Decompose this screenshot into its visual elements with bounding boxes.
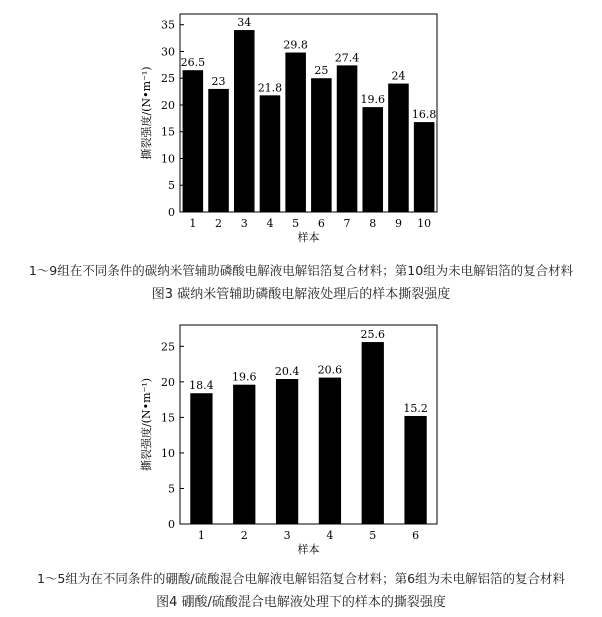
chart3-y-tick-label: 30 [161,45,175,59]
chart4-data-label-6: 15.2 [403,401,428,415]
chart4-x-axis-title: 样本 [297,543,320,556]
chart4-x-tick-label: 4 [326,529,334,542]
chart4-bar-1 [190,393,212,524]
chart3-data-label-6: 25 [314,64,329,78]
chart3-x-tick-label: 9 [394,217,402,230]
chart4-data-label-3: 20.4 [274,365,300,379]
chart4-data-label-4: 20.6 [317,363,343,377]
chart3-x-tick-label: 1 [189,217,197,230]
chart4-data-label-5: 25.6 [360,328,385,342]
chart4-bar-5 [362,342,384,524]
chart3-data-label-5: 29.8 [283,38,308,52]
chart3-y-tick-label: 15 [161,125,175,139]
chart4-bar-4 [319,378,341,524]
chart4-bar-3 [276,379,298,524]
chart4-x-tick-label: 6 [412,529,420,542]
chart3-data-label-8: 19.6 [360,93,385,107]
chart4-bar-2 [233,385,255,524]
chart3-data-label-1: 26.5 [180,56,206,70]
chart3-data-label-9: 24 [391,69,406,83]
chart4-data-label-2: 19.6 [232,370,257,384]
chart3-y-tick-label: 35 [161,18,175,32]
figure-4-caption: 图4 硼酸/硫酸混合电解液处理下的样本的撕裂强度 [156,595,446,610]
chart4-y-tick-label: 10 [161,446,175,460]
chart4-plot-frame [180,325,437,524]
chart4-y-tick-label: 25 [161,340,175,354]
chart3-x-tick-label: 6 [317,217,325,230]
chart3-data-label-10: 16.8 [411,108,437,122]
chart4-x-tick-label: 3 [283,529,291,542]
chart4-x-tick-label: 5 [369,529,377,542]
chart3-y-tick-label: 20 [161,98,175,112]
chart3-x-tick-label: 7 [343,217,351,230]
chart4-x-tick-label: 2 [240,529,248,542]
chart4-data-label-1: 18.4 [189,379,214,393]
chart4-y-tick-label: 0 [168,518,175,531]
chart3-data-label-7: 27.4 [334,51,360,65]
chart4-y-tick-label: 5 [168,482,175,496]
chart4-y-tick-label: 20 [161,375,175,389]
chart3-x-tick-label: 10 [417,217,432,230]
chart3-x-axis-title: 样本 [297,231,320,244]
chart3-x-tick-label: 4 [266,217,274,230]
chart3-x-tick-label: 8 [369,217,377,230]
chart3-data-label-3: 34 [237,16,252,30]
chart3-y-tick-label: 10 [161,152,175,166]
chart3-y-tick-label: 0 [168,206,175,219]
chart4-bar-6 [404,416,426,524]
chart3-y-tick-label: 5 [168,179,175,193]
chart3-data-label-4: 21.8 [257,81,283,95]
chart3-x-tick-label: 3 [240,217,248,230]
chart3-x-tick-label: 2 [215,217,223,230]
chart4-y-axis-title: 撕裂强度/(N•m⁻¹) [140,377,153,472]
figure-3-caption: 图3 碳纳米管辅助磷酸电解液处理后的样本撕裂强度 [151,287,451,302]
figure-4-note: 1～5组为在不同条件的硼酸/硫酸混合电解液电解铝箔复合材料；第6组为未电解铝箔的复合材料 [36,571,566,586]
chart4-y-tick-label: 15 [161,411,175,425]
figure-3-note: 1～9组在不同条件的碳纳米管辅助磷酸电解液电解铝箔复合材料；第10组为未电解铝箔的复合材料 [28,263,574,278]
chart3-x-tick-label: 5 [292,217,300,230]
chart3-y-tick-label: 25 [161,72,175,86]
chart3-data-label-2: 23 [211,74,226,88]
chart4-x-tick-label: 1 [197,529,205,542]
chart3-y-axis-title: 撕裂强度/(N•m⁻¹) [140,66,153,160]
